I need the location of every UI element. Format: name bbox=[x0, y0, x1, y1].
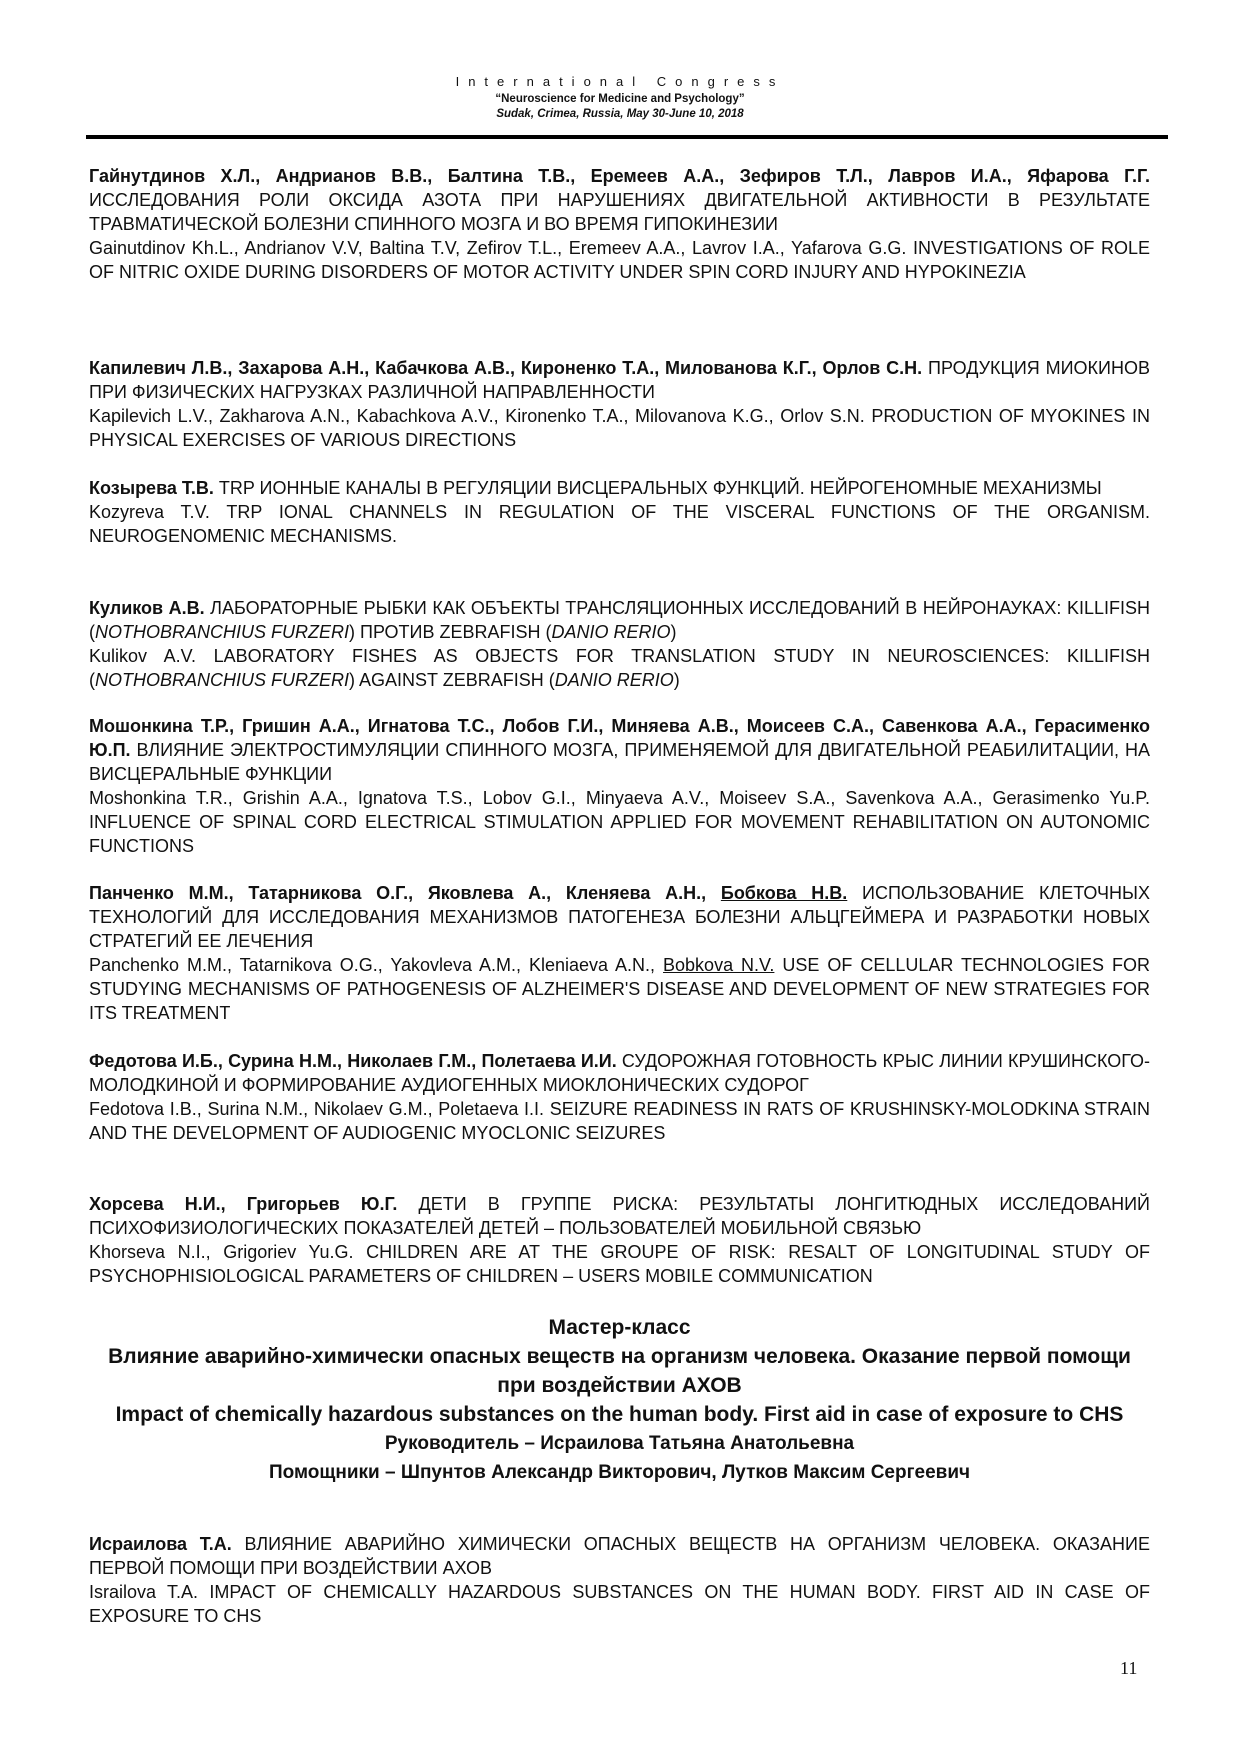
title-en: INVESTIGATIONS OF ROLE OF NITRIC OXIDE DURING DISORDERS OF MOTOR ACTIVITY UNDER SPIN CORD INJURY AND HYPOKINEZIA bbox=[89, 238, 1150, 282]
species-name: NOTHOBRANCHIUS FURZERI bbox=[95, 622, 350, 642]
authors-ru: Панченко М.М., Татарникова О.Г., Яковлева А., Кленяева А.Н., bbox=[89, 883, 721, 903]
species-name: DANIO RERIO bbox=[551, 622, 671, 642]
title-en: PRODUCTION OF MYOKINES IN PHYSICAL EXERCISES OF VARIOUS DIRECTIONS bbox=[89, 406, 1150, 450]
authors-ru: Мошонкина Т.Р., Гришин А.А., Игнатова Т.С., Лобов Г.И., Миняева А.В., Моисеев С.А., Савенкова А.А., Герасименко Ю.П. bbox=[89, 716, 1150, 760]
abstract-entry bbox=[89, 714, 1150, 858]
master-class-leader: Руководитель – Исраилова Татьяна Анатольевна bbox=[384, 1433, 855, 1454]
abstract-entry bbox=[89, 1532, 1150, 1628]
abstract-entry bbox=[89, 356, 1150, 452]
species-name: DANIO RERIO bbox=[554, 670, 674, 690]
abstract-entry bbox=[89, 1049, 1150, 1145]
authors-en: Fedotova I.B., Surina N.M., Nikolaev G.M., Poletaeva I.I. bbox=[89, 1099, 545, 1119]
authors-ru: Капилевич Л.В., Захарова А.Н., Кабачкова А.В., Кироненко Т.А., Милованова К.Г., Орлов С.Н. bbox=[89, 358, 923, 378]
authors-en: Panchenko M.M., Tatarnikova O.G., Yakovleva A.M., Kleniaeva A.N., bbox=[89, 955, 664, 975]
master-class-label: Мастер-класс bbox=[548, 1316, 691, 1339]
title-en: SEIZURE READINESS IN RATS OF KRUSHINSKY-MOLODKINA STRAIN AND THE DEVELOPMENT OF AUDIOGENIC MYOCLONIC SEIZURES bbox=[89, 1099, 1150, 1143]
title-en: USE OF CELLULAR TECHNOLOGIES FOR STUDYING MECHANISMS OF PATHOGENESIS OF ALZHEIMER'S DISEASE AND DEVELOPMENT OF NEW STRATEGIES FOR ITS TREATMENT bbox=[89, 955, 1151, 1023]
abstract-entry bbox=[89, 881, 1150, 1025]
title-ru: TRP ИОННЫЕ КАНАЛЫ В РЕГУЛЯЦИИ ВИСЦЕРАЛЬНЫХ ФУНКЦИЙ. НЕЙРОГЕНОМНЫЕ МЕХАНИЗМЫ bbox=[213, 478, 1102, 498]
authors-en: Khorseva N.I., Grigoriev Yu.G. bbox=[89, 1242, 354, 1262]
congress-title: International Congress bbox=[455, 74, 785, 89]
title-ru: ИССЛЕДОВАНИЯ РОЛИ ОКСИДА АЗОТА ПРИ НАРУШЕНИЯХ ДВИГАТЕЛЬНОЙ АКТИВНОСТИ В РЕЗУЛЬТАТЕ ТРАВМАТИЧЕСКОЙ БОЛЕЗНИ СПИННОГО МОЗГА И ВО ВРЕМЯ ГИПОКИНЕЗИИ bbox=[89, 190, 1150, 234]
authors-ru: Исраилова Т.А. bbox=[89, 1534, 232, 1554]
abstract-entry bbox=[89, 476, 1150, 548]
master-class-assistants: Помощники – Шпунтов Александр Викторович, Лутков Максим Сергеевич bbox=[268, 1462, 971, 1483]
congress-location-date: Sudak, Crimea, Russia, May 30-June 10, 2018 bbox=[496, 108, 744, 120]
congress-subtitle: “Neuroscience for Medicine and Psychology” bbox=[495, 93, 745, 105]
authors-ru: Хорсева Н.И., Григорьев Ю.Г. bbox=[89, 1194, 398, 1214]
abstract-entry bbox=[89, 164, 1150, 284]
authors-en: Israilova T.A. bbox=[89, 1582, 199, 1602]
authors-ru: Куликов А.В. bbox=[89, 598, 205, 618]
title-en: IMPACT OF CHEMICALLY HAZARDOUS SUBSTANCES ON THE HUMAN BODY. FIRST AID IN CASE OF EXPOSURE TO CHS bbox=[89, 1582, 1150, 1626]
master-class-title-en: Impact of chemically hazardous substances on the human body. First aid in case of exposure to CHS bbox=[115, 1403, 1124, 1426]
authors-en: Kapilevich L.V., Zakharova A.N., Kabachkova A.V., Kironenko T.A., Milovanova K.G., Orlov S.N. bbox=[89, 406, 865, 426]
title-ru: ИСПОЛЬЗОВАНИЕ КЛЕТОЧНЫХ ТЕХНОЛОГИЙ ДЛЯ ИССЛЕДОВАНИЯ МЕХАНИЗМОВ ПАТОГЕНЕЗА БОЛЕЗНИ АЛЬЦГЕЙМЕРА И РАЗРАБОТКИ НОВЫХ СТРАТЕГИЙ ЕЕ ЛЕЧЕНИЯ bbox=[89, 883, 1150, 951]
title-ru: ВЛИЯНИЕ АВАРИЙНО ХИМИЧЕСКИ ОПАСНЫХ ВЕЩЕСТВ НА ОРГАНИЗМ ЧЕЛОВЕКА. ОКАЗАНИЕ ПЕРВОЙ ПОМОЩИ ПРИ ВОЗДЕЙСТВИИ АХОВ bbox=[89, 1534, 1150, 1578]
abstract-entry bbox=[89, 596, 1150, 692]
title-ru: ВЛИЯНИЕ ЭЛЕКТРОСТИМУЛЯЦИИ СПИННОГО МОЗГА, ПРИМЕНЯЕМОЙ ДЛЯ ДВИГАТЕЛЬНОЙ РЕАБИЛИТАЦИИ, НА ВИСЦЕРАЛЬНЫЕ ФУНКЦИИ bbox=[89, 740, 1150, 784]
title-en: ) bbox=[673, 670, 680, 690]
title-ru: СУДОРОЖНАЯ ГОТОВНОСТЬ КРЫС ЛИНИИ КРУШИНСКОГО-МОЛОДКИНОЙ И ФОРМИРОВАНИЕ АУДИОГЕННЫХ МИОКЛОНИЧЕСКИХ СУДОРОГ bbox=[89, 1051, 1151, 1095]
title-en: LABORATORY FISHES AS OBJECTS FOR TRANSLATION STUDY IN NEUROSCIENCES: KILLIFISH ( bbox=[89, 646, 1150, 690]
title-ru: ПРОДУКЦИЯ МИОКИНОВ ПРИ ФИЗИЧЕСКИХ НАГРУЗКАХ РАЗЛИЧНОЙ НАПРАВЛЕННОСТИ bbox=[89, 358, 1150, 402]
abstract-entry bbox=[89, 1192, 1150, 1288]
authors-en: Gainutdinov Kh.L., Andrianov V.V, Baltina T.V, Zefirov T.L., Eremeev A.A., Lavrov I.A., Yafarova G.G. bbox=[89, 238, 907, 258]
header-divider bbox=[86, 135, 1168, 139]
species-name: NOTHOBRANCHIUS FURZERI bbox=[95, 670, 350, 690]
title-ru: ) bbox=[670, 622, 677, 642]
title-ru: ) ПРОТИВ ZEBRAFISH ( bbox=[349, 622, 552, 642]
master-class-section bbox=[89, 1313, 1150, 1487]
title-en: INFLUENCE OF SPINAL CORD ELECTRICAL STIMULATION APPLIED FOR MOVEMENT REHABILITATION ON AUTONOMIC FUNCTIONS bbox=[89, 812, 1150, 856]
master-class-title-ru: Влияние аварийно-химически опасных веществ на организм человека. Оказание первой помощи при воздействии АХОВ bbox=[108, 1345, 1131, 1397]
page-number: 11 bbox=[1120, 1658, 1138, 1678]
presenting-author-en: Bobkova N.V. bbox=[663, 955, 775, 975]
title-ru: ЛАБОРАТОРНЫЕ РЫБКИ КАК ОБЪЕКТЫ ТРАНСЛЯЦИОННЫХ ИССЛЕДОВАНИЙ В НЕЙРОНАУКАХ: KILLIFISH ( bbox=[89, 598, 1150, 642]
authors-ru: Федотова И.Б., Сурина Н.М., Николаев Г.М., Полетаева И.И. bbox=[89, 1051, 617, 1071]
authors-en: Kozyreva T.V. bbox=[89, 502, 210, 522]
authors-en: Kulikov A.V. bbox=[89, 646, 197, 666]
authors-ru: Гайнутдинов Х.Л., Андрианов В.В., Балтина Т.В., Еремеев А.А., Зефиров Т.Л., Лавров И.А., Яфарова Г.Г. bbox=[89, 166, 1150, 186]
authors-en: Moshonkina T.R., Grishin A.A., Ignatova T.S., Lobov G.I., Minyaeva A.V., Moiseev S.A., Savenkova A.A., Gerasimenko Yu.P. bbox=[89, 788, 1150, 808]
title-en: TRP IONAL CHANNELS IN REGULATION OF THE VISCERAL FUNCTIONS OF THE ORGANISM. NEUROGENOMENIC MECHANISMS. bbox=[89, 502, 1150, 546]
title-ru: ДЕТИ В ГРУППЕ РИСКА: РЕЗУЛЬТАТЫ ЛОНГИТЮДНЫХ ИССЛЕДОВАНИЙ ПСИХОФИЗИОЛОГИЧЕСКИХ ПОКАЗАТЕЛЕЙ ДЕТЕЙ – ПОЛЬЗОВАТЕЛЕЙ МОБИЛЬНОЙ СВЯЗЬЮ bbox=[89, 1194, 1150, 1238]
title-en: CHILDREN ARE AT THE GROUPE OF RISK: RESALT OF LONGITUDINAL STUDY OF PSYCHOPHISIOLOGICAL PARAMETERS OF CHILDREN – USERS MOBILE COMMUNICATION bbox=[89, 1242, 1150, 1286]
presenting-author-ru: Бобкова Н.В. bbox=[720, 883, 848, 903]
title-en: ) AGAINST ZEBRAFISH ( bbox=[349, 670, 555, 690]
authors-ru: Козырева Т.В. bbox=[89, 478, 214, 498]
